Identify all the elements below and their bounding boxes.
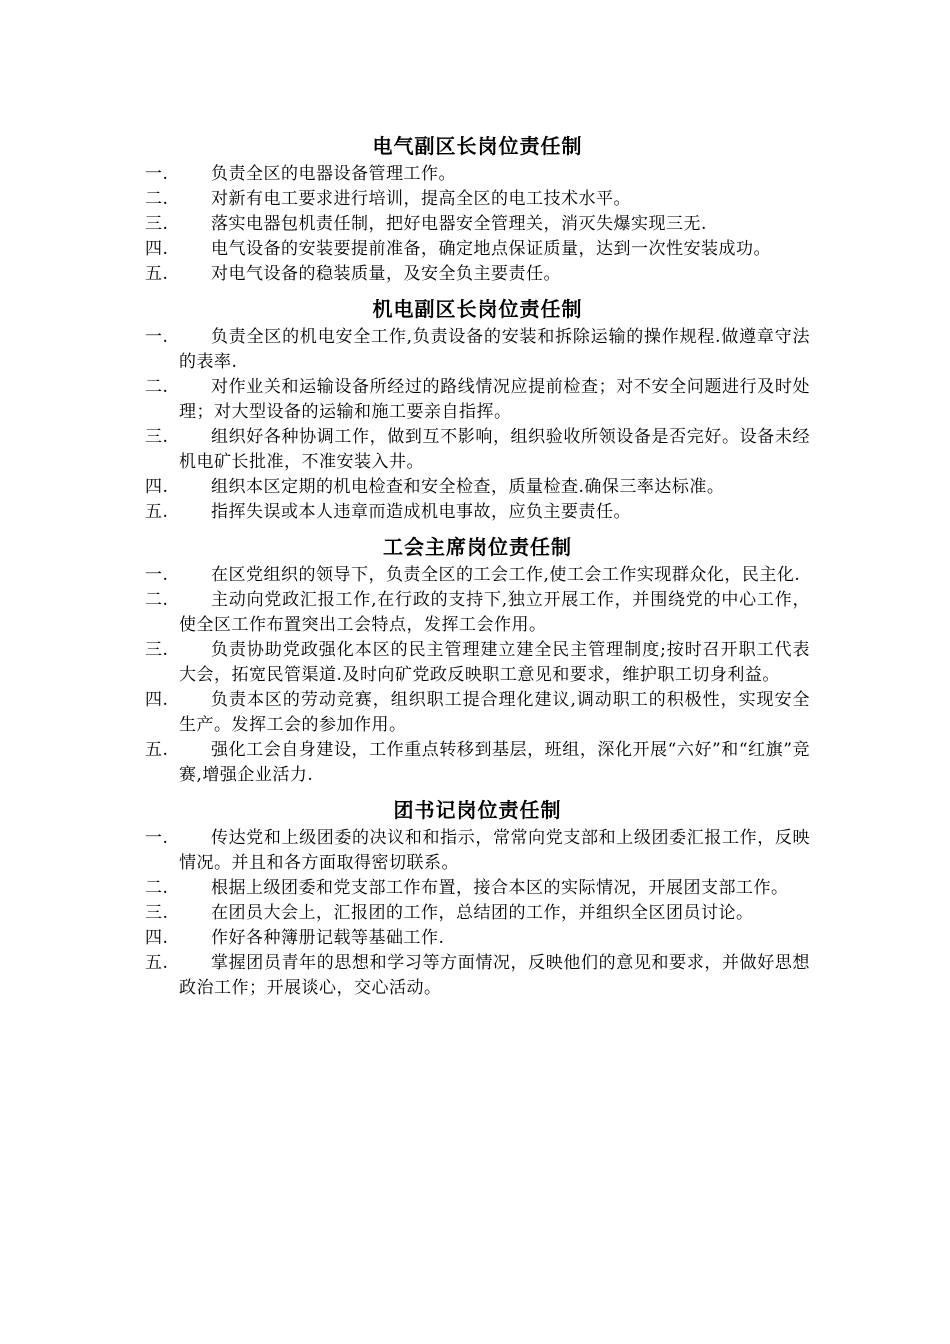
item-number: 一. — [145, 565, 169, 585]
item-number: 一. — [145, 327, 169, 347]
list-item — [145, 475, 810, 500]
list-item — [145, 425, 810, 475]
list-item — [145, 325, 810, 375]
list-item — [145, 588, 810, 638]
section-title: 电气副区长岗位责任制 — [372, 134, 583, 158]
item-text: 在团员大会上，汇报团的工作，总结团的工作，并组织全区团员讨论。 — [211, 903, 754, 923]
item-text: 在区党组织的领导下，负责全区的工会工作,使工会工作实现群众化，民主化. — [211, 565, 801, 585]
item-number: 三. — [145, 640, 169, 660]
list-item — [145, 237, 810, 262]
list-item — [145, 901, 810, 926]
item-text: 落实电器包机责任制，把好电器安全管理关，消灭失爆实现三无. — [211, 214, 707, 234]
item-number: 二. — [145, 189, 169, 209]
list-item — [145, 638, 810, 688]
item-number: 五. — [145, 953, 169, 973]
section-mechanical-deputy — [145, 293, 810, 525]
list-item — [145, 826, 810, 876]
item-number: 一. — [145, 828, 169, 848]
item-number: 二. — [145, 878, 169, 898]
item-text: 掌握团员青年的思想和学习等方面情况，反映他们的意见和要求，并做好思想政治工作；开展谈心，交心活动。 — [179, 953, 810, 998]
item-number: 五. — [145, 502, 169, 522]
item-text: 对电气设备的稳装质量，及安全负主要责任。 — [211, 264, 561, 284]
list-item — [145, 375, 810, 425]
list-item — [145, 563, 810, 588]
item-number: 二. — [145, 590, 169, 610]
item-text: 电气设备的安装要提前准备，确定地点保证质量，达到一次性安装成功。 — [211, 239, 771, 259]
item-number: 四. — [145, 477, 169, 497]
section-title: 团书记岗位责任制 — [393, 798, 562, 822]
item-text: 指挥失误或本人违章而造成机电事故，应负主要责任。 — [211, 502, 631, 522]
item-text: 主动向党政汇报工作,在行政的支持下,独立开展工作，并围绕党的中心工作，使全区工作布置突出工会特点，发挥工会作用。 — [179, 590, 810, 635]
list-item — [145, 738, 810, 788]
item-text: 负责全区的电器设备管理工作。 — [211, 164, 456, 184]
item-number: 四. — [145, 239, 169, 259]
item-number: 二. — [145, 377, 169, 397]
item-text: 作好各种簿册记载等基础工作. — [211, 928, 445, 948]
list-item — [145, 212, 810, 237]
item-number: 四. — [145, 690, 169, 710]
list-item — [145, 926, 810, 951]
document-page — [145, 130, 810, 1007]
list-item — [145, 951, 810, 1001]
list-item — [145, 876, 810, 901]
item-text: 根据上级团委和党支部工作布置，接合本区的实际情况，开展团支部工作。 — [211, 878, 789, 898]
item-number: 三. — [145, 214, 169, 234]
section-title: 工会主席岗位责任制 — [383, 535, 572, 559]
item-text: 强化工会自身建设，工作重点转移到基层，班组，深化开展“六好”和“红旗”竞赛,增强企业活力. — [179, 740, 810, 785]
item-text: 组织好各种协调工作，做到互不影响，组织验收所领设备是否完好。设备未经机电矿长批准，不准安装入井。 — [179, 427, 810, 472]
item-number: 一. — [145, 164, 169, 184]
list-item — [145, 162, 810, 187]
section-title: 机电副区长岗位责任制 — [372, 297, 583, 321]
item-text: 负责协助党政强化本区的民主管理建立建全民主管理制度;按时召开职工代表大会，拓宽民管渠道.及时向矿党政反映职工意见和要求，维护职工切身利益。 — [179, 640, 810, 685]
section-electrical-deputy — [145, 130, 810, 287]
list-item — [145, 262, 810, 287]
item-text: 对新有电工要求进行培训，提高全区的电工技术水平。 — [211, 189, 631, 209]
item-number: 五. — [145, 740, 169, 760]
item-text: 负责全区的机电安全工作,负责设备的安装和拆除运输的操作规程.做遵章守法的表率. — [179, 327, 810, 372]
list-item — [145, 688, 810, 738]
item-text: 对作业关和运输设备所经过的路线情况应提前检查；对不安全问题进行及时处理；对大型设备的运输和施工要亲自指挥。 — [179, 377, 810, 422]
item-text: 组织本区定期的机电检查和安全检查，质量检查.确保三率达标准。 — [211, 477, 725, 497]
item-text: 传达党和上级团委的决议和和指示，常常向党支部和上级团委汇报工作，反映情况。并且和各方面取得密切联系。 — [179, 828, 810, 873]
list-item — [145, 187, 810, 212]
section-league-secretary — [145, 794, 810, 1001]
item-number: 三. — [145, 427, 169, 447]
list-item — [145, 500, 810, 525]
item-number: 四. — [145, 928, 169, 948]
item-text: 负责本区的劳动竞赛，组织职工提合理化建议,调动职工的积极性，实现安全生产。发挥工会的参加作用。 — [179, 690, 810, 735]
item-number: 五. — [145, 264, 169, 284]
section-union-chair — [145, 531, 810, 788]
item-number: 三. — [145, 903, 169, 923]
